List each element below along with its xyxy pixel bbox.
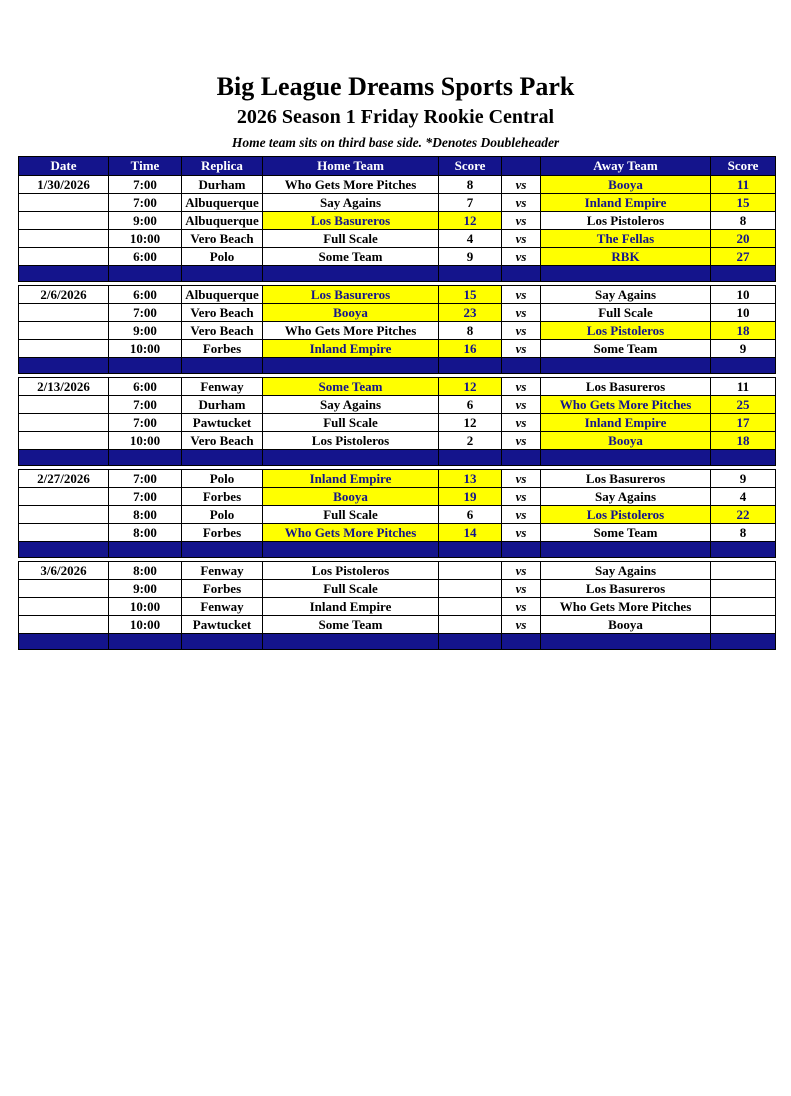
home-score-cell: 8: [439, 176, 502, 194]
home-team-cell: Inland Empire: [263, 470, 439, 488]
home-team-cell: Los Pistoleros: [263, 562, 439, 580]
schedule-table: [18, 156, 775, 650]
time-cell: 8:00: [109, 524, 182, 542]
home-score-cell: 13: [439, 470, 502, 488]
away-team-cell: Los Basureros: [541, 470, 711, 488]
date-cell: [19, 340, 109, 358]
date-cell: [19, 230, 109, 248]
column-header-5: [502, 157, 541, 176]
header-row: [19, 157, 776, 176]
home-team-cell: Who Gets More Pitches: [263, 176, 439, 194]
page-title: Big League Dreams Sports Park: [216, 72, 575, 101]
home-score-cell: 14: [439, 524, 502, 542]
date-cell: [19, 414, 109, 432]
vs-cell: vs: [502, 286, 541, 304]
home-score-cell: 12: [439, 212, 502, 230]
vs-cell: vs: [502, 414, 541, 432]
time-cell: 7:00: [109, 176, 182, 194]
separator-cell: [19, 266, 109, 282]
separator-row: [19, 542, 776, 558]
separator-cell: [182, 358, 263, 374]
replica-cell: Polo: [182, 248, 263, 266]
separator-cell: [541, 634, 711, 650]
home-team-cell: Inland Empire: [263, 340, 439, 358]
date-cell: 2/6/2026: [19, 286, 109, 304]
page-note: Home team sits on third base side. *Denotes Doubleheader: [231, 135, 560, 150]
schedule-block-2-6-2026: [18, 285, 776, 374]
time-cell: 9:00: [109, 580, 182, 598]
away-score-cell: 11: [711, 176, 776, 194]
game-row: [19, 396, 776, 414]
home-team-cell: Full Scale: [263, 414, 439, 432]
replica-cell: Vero Beach: [182, 304, 263, 322]
vs-cell: vs: [502, 340, 541, 358]
separator-cell: [502, 266, 541, 282]
home-team-cell: Booya: [263, 304, 439, 322]
home-team-cell: Booya: [263, 488, 439, 506]
replica-cell: Durham: [182, 396, 263, 414]
separator-cell: [711, 266, 776, 282]
home-team-cell: Full Scale: [263, 580, 439, 598]
home-score-cell: 9: [439, 248, 502, 266]
away-team-cell: Say Agains: [541, 488, 711, 506]
date-cell: [19, 598, 109, 616]
home-score-cell: 15: [439, 286, 502, 304]
vs-cell: vs: [502, 506, 541, 524]
away-team-cell: Los Pistoleros: [541, 212, 711, 230]
separator-cell: [711, 358, 776, 374]
date-cell: 3/6/2026: [19, 562, 109, 580]
separator-cell: [541, 450, 711, 466]
home-score-cell: 4: [439, 230, 502, 248]
time-cell: 6:00: [109, 248, 182, 266]
date-cell: [19, 616, 109, 634]
away-team-cell: Booya: [541, 176, 711, 194]
home-score-cell: [439, 562, 502, 580]
column-header-0: Date: [19, 157, 109, 176]
separator-cell: [502, 450, 541, 466]
vs-cell: vs: [502, 176, 541, 194]
separator-row: [19, 358, 776, 374]
vs-cell: vs: [502, 248, 541, 266]
time-cell: 7:00: [109, 304, 182, 322]
vs-cell: vs: [502, 194, 541, 212]
date-cell: 2/27/2026: [19, 470, 109, 488]
date-cell: [19, 432, 109, 450]
away-team-cell: Booya: [541, 432, 711, 450]
game-row: [19, 524, 776, 542]
separator-cell: [541, 358, 711, 374]
date-cell: [19, 580, 109, 598]
game-row: [19, 194, 776, 212]
separator-cell: [109, 266, 182, 282]
away-team-cell: Los Pistoleros: [541, 506, 711, 524]
away-team-cell: RBK: [541, 248, 711, 266]
game-row: [19, 470, 776, 488]
time-cell: 10:00: [109, 340, 182, 358]
home-team-cell: Inland Empire: [263, 598, 439, 616]
game-row: [19, 432, 776, 450]
separator-cell: [263, 634, 439, 650]
replica-cell: Pawtucket: [182, 616, 263, 634]
game-row: [19, 378, 776, 396]
time-cell: 7:00: [109, 470, 182, 488]
separator-cell: [19, 542, 109, 558]
separator-cell: [19, 358, 109, 374]
separator-cell: [19, 450, 109, 466]
separator-cell: [109, 358, 182, 374]
away-score-cell: 11: [711, 378, 776, 396]
home-team-cell: Say Agains: [263, 396, 439, 414]
away-team-cell: Say Agains: [541, 562, 711, 580]
date-cell: 2/13/2026: [19, 378, 109, 396]
home-team-cell: Full Scale: [263, 506, 439, 524]
replica-cell: Vero Beach: [182, 322, 263, 340]
away-team-cell: Los Pistoleros: [541, 322, 711, 340]
home-team-cell: Some Team: [263, 248, 439, 266]
home-score-cell: 2: [439, 432, 502, 450]
separator-cell: [182, 450, 263, 466]
home-team-cell: Los Pistoleros: [263, 432, 439, 450]
away-score-cell: 9: [711, 470, 776, 488]
home-team-cell: Who Gets More Pitches: [263, 322, 439, 340]
replica-cell: Albuquerque: [182, 286, 263, 304]
vs-cell: vs: [502, 378, 541, 396]
separator-cell: [263, 266, 439, 282]
column-header-3: Home Team: [263, 157, 439, 176]
vs-cell: vs: [502, 322, 541, 340]
time-cell: 7:00: [109, 396, 182, 414]
away-team-cell: Inland Empire: [541, 194, 711, 212]
game-row: [19, 340, 776, 358]
date-cell: [19, 248, 109, 266]
separator-cell: [502, 542, 541, 558]
separator-cell: [711, 542, 776, 558]
home-score-cell: 16: [439, 340, 502, 358]
away-score-cell: 10: [711, 304, 776, 322]
time-cell: 10:00: [109, 616, 182, 634]
away-score-cell: 15: [711, 194, 776, 212]
home-score-cell: 12: [439, 378, 502, 396]
home-score-cell: 8: [439, 322, 502, 340]
away-score-cell: 4: [711, 488, 776, 506]
replica-cell: Durham: [182, 176, 263, 194]
replica-cell: Polo: [182, 470, 263, 488]
time-cell: 7:00: [109, 488, 182, 506]
home-score-cell: 7: [439, 194, 502, 212]
separator-row: [19, 450, 776, 466]
away-score-cell: 25: [711, 396, 776, 414]
date-cell: [19, 304, 109, 322]
away-score-cell: [711, 598, 776, 616]
replica-cell: Vero Beach: [182, 432, 263, 450]
home-score-cell: 6: [439, 396, 502, 414]
separator-cell: [502, 358, 541, 374]
away-team-cell: Los Basureros: [541, 378, 711, 396]
vs-cell: vs: [502, 304, 541, 322]
separator-cell: [439, 450, 502, 466]
away-score-cell: [711, 580, 776, 598]
date-cell: [19, 506, 109, 524]
home-team-cell: Who Gets More Pitches: [263, 524, 439, 542]
home-team-cell: Some Team: [263, 616, 439, 634]
home-team-cell: Some Team: [263, 378, 439, 396]
replica-cell: Albuquerque: [182, 212, 263, 230]
time-cell: 10:00: [109, 598, 182, 616]
time-cell: 10:00: [109, 432, 182, 450]
time-cell: 8:00: [109, 562, 182, 580]
game-row: [19, 322, 776, 340]
away-team-cell: Full Scale: [541, 304, 711, 322]
date-cell: [19, 524, 109, 542]
separator-cell: [541, 266, 711, 282]
schedule-block-3-6-2026: [18, 561, 776, 650]
away-team-cell: Who Gets More Pitches: [541, 598, 711, 616]
date-cell: [19, 396, 109, 414]
away-team-cell: Who Gets More Pitches: [541, 396, 711, 414]
game-row: [19, 212, 776, 230]
vs-cell: vs: [502, 598, 541, 616]
home-team-cell: Los Basureros: [263, 212, 439, 230]
vs-cell: vs: [502, 616, 541, 634]
separator-cell: [439, 542, 502, 558]
page-subtitle: 2026 Season 1 Friday Rookie Central: [236, 106, 555, 128]
away-score-cell: 22: [711, 506, 776, 524]
schedule-block-1-30-2026: [18, 156, 776, 282]
vs-cell: vs: [502, 580, 541, 598]
schedule-block-2-27-2026: [18, 469, 776, 558]
separator-row: [19, 634, 776, 650]
away-team-cell: Some Team: [541, 340, 711, 358]
home-team-cell: Say Agains: [263, 194, 439, 212]
away-team-cell: Some Team: [541, 524, 711, 542]
away-score-cell: 9: [711, 340, 776, 358]
replica-cell: Polo: [182, 506, 263, 524]
away-score-cell: 8: [711, 524, 776, 542]
game-row: [19, 616, 776, 634]
vs-cell: vs: [502, 470, 541, 488]
home-score-cell: 19: [439, 488, 502, 506]
home-score-cell: [439, 580, 502, 598]
home-score-cell: 12: [439, 414, 502, 432]
away-score-cell: 10: [711, 286, 776, 304]
replica-cell: Fenway: [182, 378, 263, 396]
away-score-cell: 20: [711, 230, 776, 248]
separator-cell: [19, 634, 109, 650]
replica-cell: Forbes: [182, 524, 263, 542]
away-team-cell: Booya: [541, 616, 711, 634]
game-row: [19, 488, 776, 506]
separator-cell: [439, 266, 502, 282]
time-cell: 9:00: [109, 212, 182, 230]
home-score-cell: 6: [439, 506, 502, 524]
time-cell: 7:00: [109, 414, 182, 432]
away-score-cell: 8: [711, 212, 776, 230]
replica-cell: Pawtucket: [182, 414, 263, 432]
separator-cell: [182, 542, 263, 558]
away-team-cell: Say Agains: [541, 286, 711, 304]
separator-row: [19, 266, 776, 282]
home-score-cell: 23: [439, 304, 502, 322]
replica-cell: Forbes: [182, 580, 263, 598]
separator-cell: [439, 634, 502, 650]
game-row: [19, 598, 776, 616]
vs-cell: vs: [502, 396, 541, 414]
separator-cell: [541, 542, 711, 558]
date-cell: 1/30/2026: [19, 176, 109, 194]
date-cell: [19, 488, 109, 506]
game-row: [19, 286, 776, 304]
vs-cell: vs: [502, 488, 541, 506]
time-cell: 8:00: [109, 506, 182, 524]
separator-cell: [109, 542, 182, 558]
separator-cell: [182, 634, 263, 650]
vs-cell: vs: [502, 230, 541, 248]
separator-cell: [182, 266, 263, 282]
time-cell: 6:00: [109, 378, 182, 396]
replica-cell: Fenway: [182, 598, 263, 616]
column-header-1: Time: [109, 157, 182, 176]
replica-cell: Vero Beach: [182, 230, 263, 248]
date-cell: [19, 194, 109, 212]
separator-cell: [263, 450, 439, 466]
game-row: [19, 230, 776, 248]
home-score-cell: [439, 616, 502, 634]
away-score-cell: [711, 562, 776, 580]
game-row: [19, 580, 776, 598]
home-score-cell: [439, 598, 502, 616]
game-row: [19, 414, 776, 432]
vs-cell: vs: [502, 562, 541, 580]
game-row: [19, 562, 776, 580]
game-row: [19, 248, 776, 266]
away-score-cell: 17: [711, 414, 776, 432]
column-header-6: Away Team: [541, 157, 711, 176]
separator-cell: [439, 358, 502, 374]
home-team-cell: Los Basureros: [263, 286, 439, 304]
replica-cell: Forbes: [182, 488, 263, 506]
game-row: [19, 176, 776, 194]
date-cell: [19, 322, 109, 340]
replica-cell: Fenway: [182, 562, 263, 580]
away-score-cell: 18: [711, 322, 776, 340]
away-team-cell: The Fellas: [541, 230, 711, 248]
separator-cell: [502, 634, 541, 650]
replica-cell: Forbes: [182, 340, 263, 358]
time-cell: 10:00: [109, 230, 182, 248]
separator-cell: [263, 542, 439, 558]
game-row: [19, 506, 776, 524]
home-team-cell: Full Scale: [263, 230, 439, 248]
column-header-4: Score: [439, 157, 502, 176]
separator-cell: [109, 450, 182, 466]
away-score-cell: 18: [711, 432, 776, 450]
away-team-cell: Los Basureros: [541, 580, 711, 598]
separator-cell: [711, 450, 776, 466]
game-row: [19, 304, 776, 322]
separator-cell: [109, 634, 182, 650]
date-cell: [19, 212, 109, 230]
vs-cell: vs: [502, 432, 541, 450]
column-header-2: Replica: [182, 157, 263, 176]
time-cell: 7:00: [109, 194, 182, 212]
time-cell: 6:00: [109, 286, 182, 304]
vs-cell: vs: [502, 524, 541, 542]
schedule-page: [0, 72, 791, 1096]
schedule-block-2-13-2026: [18, 377, 776, 466]
time-cell: 9:00: [109, 322, 182, 340]
away-team-cell: Inland Empire: [541, 414, 711, 432]
column-header-7: Score: [711, 157, 776, 176]
away-score-cell: [711, 616, 776, 634]
vs-cell: vs: [502, 212, 541, 230]
separator-cell: [711, 634, 776, 650]
away-score-cell: 27: [711, 248, 776, 266]
separator-cell: [263, 358, 439, 374]
replica-cell: Albuquerque: [182, 194, 263, 212]
